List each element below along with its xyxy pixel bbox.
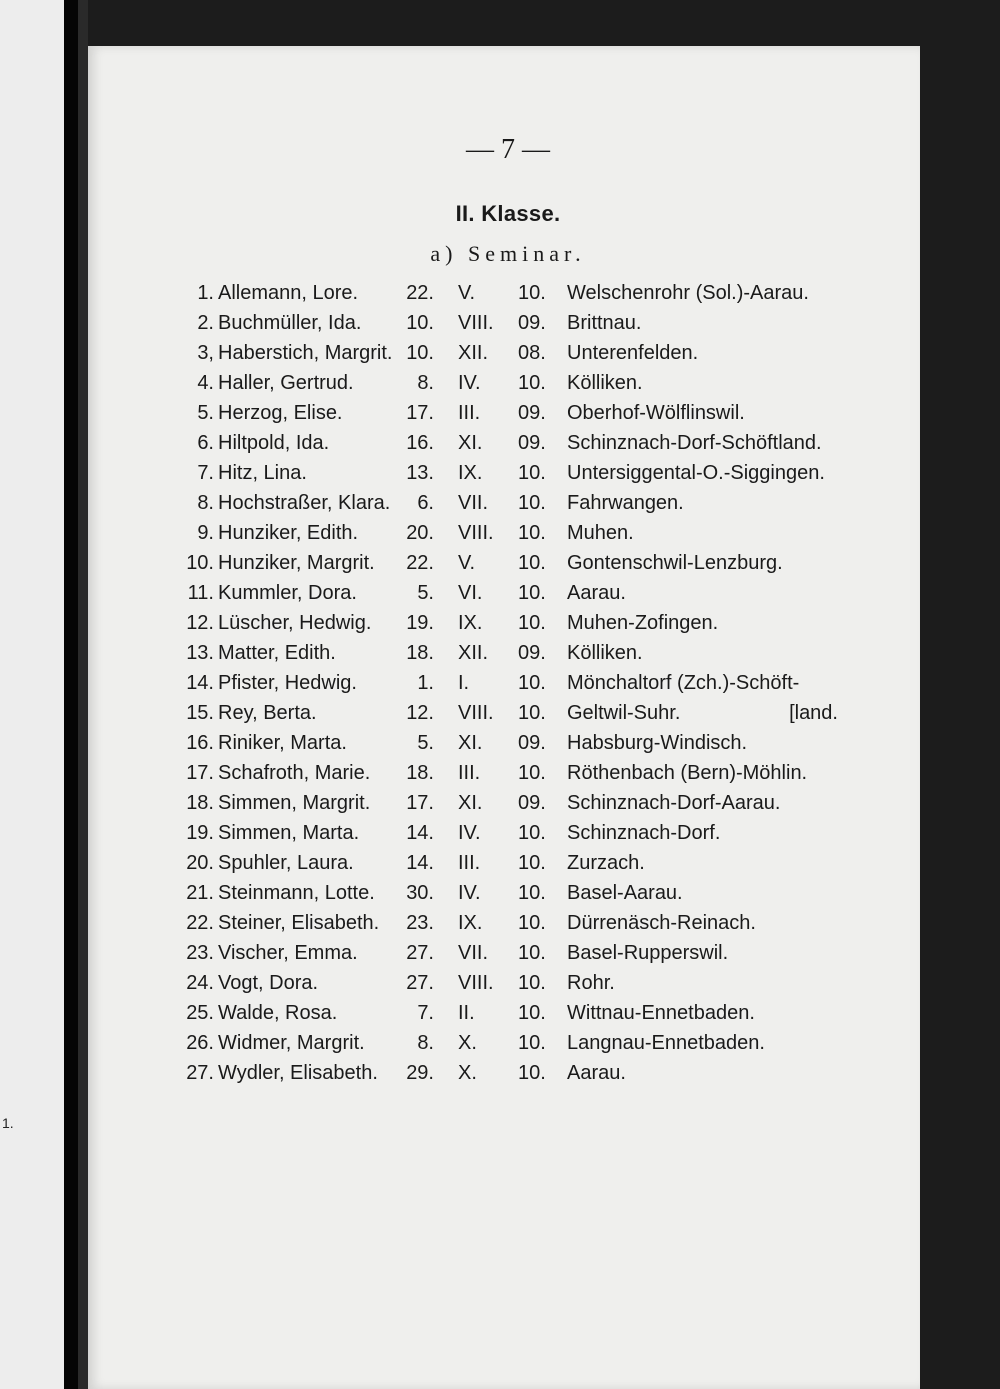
margin-mark: 1. — [2, 1115, 14, 1131]
birth-year: 10. — [518, 552, 546, 574]
page-number-text: — 7 — — [466, 134, 550, 165]
student-name: Simmen, Margrit. — [218, 792, 371, 814]
birth-day: 27. — [406, 942, 434, 964]
student-roster — [88, 278, 920, 1088]
student-name: Pfister, Hedwig. — [218, 672, 357, 694]
student-name: Hochstraßer, Klara. — [218, 492, 391, 514]
birth-month: VII. — [458, 942, 489, 964]
birth-year: 10. — [518, 582, 546, 604]
birth-year: 09. — [518, 312, 546, 334]
birth-year: 10. — [518, 372, 546, 394]
student-name: Rey, Berta. — [218, 702, 317, 724]
hometown: Mönchaltorf (Zch.)-Schöft- — [567, 672, 800, 694]
book-spine-shadow — [64, 0, 78, 1389]
list-item — [88, 878, 920, 908]
birth-year: 09. — [518, 432, 546, 454]
hometown-continuation: [land. — [789, 702, 838, 724]
birth-month: V. — [458, 552, 476, 574]
birth-month: IV. — [458, 372, 481, 394]
student-number: 17. — [186, 762, 214, 784]
list-item — [88, 338, 920, 368]
list-item — [88, 278, 920, 308]
hometown: Unterenfelden. — [567, 342, 699, 364]
list-item — [88, 398, 920, 428]
student-number: 19. — [186, 822, 214, 844]
birth-day: 5. — [417, 582, 434, 604]
birth-month: IX. — [458, 912, 483, 934]
birth-year: 10. — [518, 882, 546, 904]
list-item — [88, 818, 920, 848]
student-number: 11. — [187, 582, 214, 604]
list-item — [88, 758, 920, 788]
birth-month: V. — [458, 282, 476, 304]
student-number: 7. — [197, 462, 214, 484]
student-name: Hitz, Lina. — [218, 462, 307, 484]
birth-year: 10. — [518, 942, 546, 964]
student-number: 15. — [186, 702, 214, 724]
hometown: Aarau. — [567, 1062, 626, 1084]
list-item — [88, 788, 920, 818]
student-name: Simmen, Marta. — [218, 822, 360, 844]
birth-day: 6. — [417, 492, 434, 514]
list-item — [88, 668, 920, 698]
birth-year: 10. — [518, 912, 546, 934]
list-item — [88, 908, 920, 938]
student-number: 24. — [186, 972, 214, 994]
student-number: 23. — [186, 942, 214, 964]
student-name: Haller, Gertrud. — [218, 372, 354, 394]
student-number: 8. — [197, 492, 214, 514]
hometown: Schinznach-Dorf-Aarau. — [567, 792, 781, 814]
student-name: Buchmüller, Ida. — [218, 312, 362, 334]
birth-month: XI. — [458, 792, 483, 814]
list-item — [88, 368, 920, 398]
student-name: Allemann, Lore. — [218, 282, 359, 304]
birth-year: 10. — [518, 1002, 546, 1024]
birth-day: 17. — [406, 792, 434, 814]
birth-month: XII. — [458, 642, 489, 664]
student-number: 14. — [186, 672, 214, 694]
hometown: Wittnau-Ennetbaden. — [567, 1002, 755, 1024]
birth-year: 10. — [518, 972, 546, 994]
birth-month: VIII. — [458, 702, 494, 724]
birth-day: 22. — [406, 282, 434, 304]
student-name: Haberstich, Margrit. — [218, 342, 393, 364]
birth-day: 18. — [406, 762, 434, 784]
student-name: Hiltpold, Ida. — [218, 432, 330, 454]
hometown: Kölliken. — [567, 642, 643, 664]
student-number: 12. — [186, 612, 214, 634]
birth-day: 13. — [406, 462, 434, 484]
birth-year: 09. — [518, 402, 546, 424]
student-name: Spuhler, Laura. — [218, 852, 354, 874]
birth-month: VI. — [458, 582, 483, 604]
hometown: Gontenschwil-Lenzburg. — [567, 552, 783, 574]
student-number: 25. — [186, 1002, 214, 1024]
hometown: Oberhof-Wölflinswil. — [567, 402, 745, 424]
birth-year: 10. — [518, 852, 546, 874]
list-item — [88, 998, 920, 1028]
student-number: 5. — [197, 402, 214, 424]
hometown: Langnau-Ennetbaden. — [567, 1032, 765, 1054]
birth-month: XII. — [458, 342, 489, 364]
hometown: Muhen. — [567, 522, 634, 544]
birth-month: X. — [458, 1062, 477, 1084]
student-number: 6. — [197, 432, 214, 454]
student-name: Kummler, Dora. — [218, 582, 357, 604]
student-name: Steinmann, Lotte. — [218, 882, 375, 904]
birth-year: 10. — [518, 522, 546, 544]
student-number: 9. — [197, 522, 214, 544]
list-item — [88, 1058, 920, 1088]
birth-year: 10. — [518, 462, 546, 484]
birth-month: VII. — [458, 492, 489, 514]
birth-year: 08. — [518, 342, 546, 364]
list-item — [88, 638, 920, 668]
student-name: Walde, Rosa. — [218, 1002, 338, 1024]
list-item — [88, 728, 920, 758]
list-item — [88, 698, 920, 728]
student-name: Riniker, Marta. — [218, 732, 347, 754]
hometown: Muhen-Zofingen. — [567, 612, 719, 634]
birth-month: IX. — [458, 462, 483, 484]
birth-month: VIII. — [458, 972, 494, 994]
birth-day: 7. — [417, 1002, 434, 1024]
list-item — [88, 458, 920, 488]
list-item — [88, 428, 920, 458]
birth-day: 12. — [406, 702, 434, 724]
student-number: 26. — [186, 1032, 214, 1054]
birth-day: 17. — [406, 402, 434, 424]
hometown: Geltwil-Suhr. — [567, 702, 681, 724]
hometown: Aarau. — [567, 582, 626, 604]
birth-year: 10. — [518, 702, 546, 724]
birth-month: IV. — [458, 882, 481, 904]
student-number: 13. — [186, 642, 214, 664]
list-item — [88, 488, 920, 518]
hometown: Untersiggental-O.-Siggingen. — [567, 462, 825, 484]
list-item — [88, 608, 920, 638]
birth-day: 1. — [417, 672, 434, 694]
birth-month: III. — [458, 402, 481, 424]
facing-page — [0, 0, 64, 1389]
birth-day: 5. — [417, 732, 434, 754]
hometown: Brittnau. — [567, 312, 642, 334]
birth-month: I. — [458, 672, 470, 694]
student-name: Matter, Edith. — [218, 642, 336, 664]
birth-year: 10. — [518, 1032, 546, 1054]
student-name: Widmer, Margrit. — [218, 1032, 365, 1054]
birth-month: XI. — [458, 432, 483, 454]
student-name: Hunziker, Margrit. — [218, 552, 375, 574]
birth-day: 22. — [406, 552, 434, 574]
student-number: 3, — [197, 342, 214, 364]
student-number: 21. — [186, 882, 214, 904]
student-number: 22. — [186, 912, 214, 934]
birth-year: 10. — [518, 492, 546, 514]
birth-month: VIII. — [458, 522, 494, 544]
birth-year: 10. — [518, 282, 546, 304]
birth-year: 10. — [518, 1062, 546, 1084]
birth-day: 23. — [406, 912, 434, 934]
student-number: 2. — [197, 312, 214, 334]
birth-day: 8. — [417, 372, 434, 394]
student-name: Vogt, Dora. — [218, 972, 319, 994]
birth-year: 10. — [518, 672, 546, 694]
birth-year: 10. — [518, 822, 546, 844]
student-name: Vischer, Emma. — [218, 942, 358, 964]
list-item — [88, 938, 920, 968]
birth-month: III. — [458, 762, 481, 784]
birth-day: 16. — [406, 432, 434, 454]
document-page — [88, 46, 920, 1389]
birth-month: III. — [458, 852, 481, 874]
birth-day: 29. — [406, 1062, 434, 1084]
student-name: Lüscher, Hedwig. — [218, 612, 372, 634]
hometown: Habsburg-Windisch. — [567, 732, 748, 754]
section-subtitle: a) Seminar. — [430, 241, 586, 266]
student-number: 10. — [186, 552, 214, 574]
birth-year: 10. — [518, 612, 546, 634]
section-title: II. Klasse. — [455, 201, 561, 226]
birth-day: 30. — [406, 882, 434, 904]
hometown: Zurzach. — [567, 852, 645, 874]
list-item — [88, 548, 920, 578]
list-item — [88, 968, 920, 998]
birth-day: 14. — [406, 822, 434, 844]
student-name: Schafroth, Marie. — [218, 762, 371, 784]
hometown: Basel-Aarau. — [567, 882, 683, 904]
student-name: Herzog, Elise. — [218, 402, 343, 424]
list-item — [88, 518, 920, 548]
hometown: Röthenbach (Bern)-Möhlin. — [567, 762, 808, 784]
hometown: Kölliken. — [567, 372, 643, 394]
birth-month: IX. — [458, 612, 483, 634]
hometown: Dürrenäsch-Reinach. — [567, 912, 756, 934]
list-item — [88, 578, 920, 608]
hometown: Fahrwangen. — [567, 492, 684, 514]
birth-year: 10. — [518, 762, 546, 784]
list-item — [88, 1028, 920, 1058]
birth-year: 09. — [518, 642, 546, 664]
hometown: Rohr. — [567, 972, 615, 994]
hometown: Schinznach-Dorf-Schöftland. — [567, 432, 822, 454]
hometown: Schinznach-Dorf. — [567, 822, 721, 844]
birth-month: II. — [458, 1002, 475, 1024]
list-item — [88, 308, 920, 338]
student-number: 18. — [186, 792, 214, 814]
birth-month: IV. — [458, 822, 481, 844]
birth-month: X. — [458, 1032, 477, 1054]
student-number: 27. — [186, 1062, 214, 1084]
student-name: Wydler, Elisabeth. — [218, 1062, 378, 1084]
birth-day: 10. — [406, 312, 434, 334]
student-number: 16. — [186, 732, 214, 754]
birth-month: XI. — [458, 732, 483, 754]
student-name: Steiner, Elisabeth. — [218, 912, 380, 934]
birth-month: VIII. — [458, 312, 494, 334]
student-number: 1. — [197, 282, 214, 304]
birth-day: 10. — [406, 342, 434, 364]
list-item — [88, 848, 920, 878]
birth-day: 19. — [406, 612, 434, 634]
book-gutter — [78, 0, 88, 1389]
birth-day: 20. — [406, 522, 434, 544]
student-number: 20. — [186, 852, 214, 874]
student-number: 4. — [197, 372, 214, 394]
hometown: Welschenrohr (Sol.)-Aarau. — [567, 282, 809, 304]
birth-day: 14. — [406, 852, 434, 874]
hometown: Basel-Rupperswil. — [567, 942, 729, 964]
birth-year: 09. — [518, 732, 546, 754]
birth-year: 09. — [518, 792, 546, 814]
birth-day: 27. — [406, 972, 434, 994]
student-name: Hunziker, Edith. — [218, 522, 359, 544]
birth-day: 8. — [417, 1032, 434, 1054]
birth-day: 18. — [406, 642, 434, 664]
